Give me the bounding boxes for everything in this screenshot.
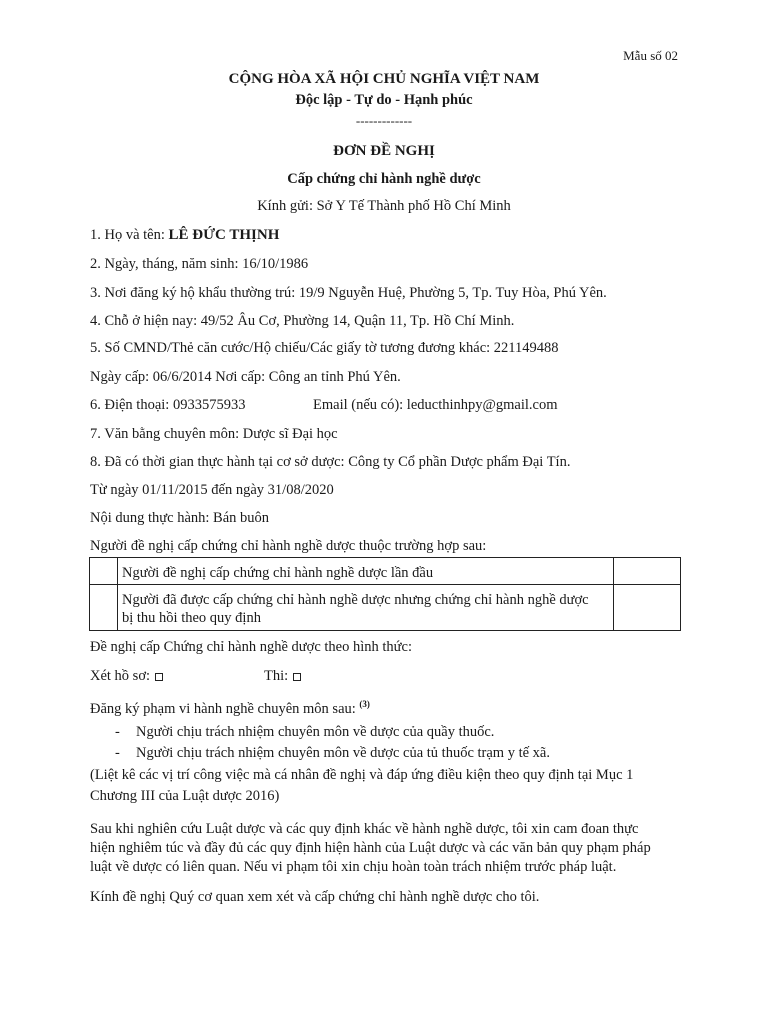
commitment-line: hiện nghiêm túc và đầy đủ các quy định hiện hành của Luật dược và các văn bản quy phạm pháp [90, 840, 651, 856]
practice-period: Từ ngày 01/11/2015 đến ngày 31/08/2020 [90, 482, 334, 498]
phone-number: 6. Điện thoại: 0933575933 [90, 397, 246, 413]
form-number: Mẫu số 02 [623, 48, 678, 63]
scope-intro-text: Đăng ký phạm vi hành nghề chuyên môn sau: [90, 700, 360, 717]
practice-content: Nội dung thực hành: Bán buôn [90, 510, 270, 526]
practice-place: 8. Đã có thời gian thực hành tại cơ sở dược: Công ty Cổ phần Dược phẩm Đại Tín. [90, 454, 571, 470]
id-number: 5. Số CMND/Thẻ căn cước/Hộ chiếu/Các giấy tờ tương đương khác: 221149488 [90, 340, 559, 356]
footnote-mark: (3) [359, 699, 370, 709]
full-name-label: 1. Họ và tên: [90, 227, 169, 243]
case-marker-cell [90, 585, 118, 631]
permanent-residence: 3. Nơi đăng ký hộ khẩu thường trú: 19/9 Nguyễn Huệ, Phường 5, Tp. Tuy Hòa, Phú Yên. [90, 285, 607, 301]
review-checkbox[interactable] [155, 673, 163, 681]
table-row [90, 585, 681, 631]
date-of-birth: 2. Ngày, tháng, năm sinh: 16/10/1986 [90, 256, 309, 272]
scope-note-line: Chương III của Luật dược 2016) [90, 788, 280, 804]
case-checkbox-cell[interactable] [614, 558, 681, 585]
scope-item: Người chịu trách nhiệm chuyên môn về dược của tủ thuốc trạm y tế xã. [136, 745, 550, 761]
case-checkbox-cell[interactable] [614, 585, 681, 631]
case-label [118, 585, 614, 631]
method-option-review-label: Xét hồ sơ: [90, 668, 151, 684]
commitment-line: Sau khi nghiên cứu Luật dược và các quy định khác về hành nghề dược, tôi xin cam đoan thực [90, 821, 639, 837]
scope-intro [90, 695, 370, 718]
full-name-line [90, 226, 279, 244]
method-option-review [90, 667, 163, 685]
method-intro: Đề nghị cấp Chứng chỉ hành nghề dược theo hình thức: [90, 639, 412, 655]
header-separator: ------------- [355, 113, 413, 128]
exam-checkbox[interactable] [293, 673, 301, 681]
id-issue-info: Ngày cấp: 06/6/2014 Nơi cấp: Công an tỉnh Phú Yên. [90, 369, 401, 385]
national-title: CỘNG HÒA XÃ HỘI CHỦ NGHĨA VIỆT NAM [228, 71, 540, 87]
full-name-value: LÊ ĐỨC THỊNH [168, 227, 280, 243]
scope-item: Người chịu trách nhiệm chuyên môn về dược của quầy thuốc. [136, 724, 495, 740]
case-label [118, 558, 614, 585]
national-motto: Độc lập - Tự do - Hạnh phúc [295, 92, 473, 108]
document-title: ĐƠN ĐỀ NGHỊ [333, 143, 435, 159]
case-label-line: Người đã được cấp chứng chỉ hành nghề dược nhưng chứng chỉ hành nghề dược [122, 592, 589, 608]
case-intro: Người đề nghị cấp chứng chỉ hành nghề dược thuộc trường hợp sau: [90, 538, 487, 554]
document-subtitle: Cấp chứng chỉ hành nghề dược [287, 171, 481, 187]
case-marker-cell [90, 558, 118, 585]
table-row [90, 558, 681, 585]
recipient: Kính gửi: Sở Y Tế Thành phố Hồ Chí Minh [257, 198, 511, 214]
case-label-line: bị thu hồi theo quy định [122, 610, 261, 626]
commitment-line: luật về dược có liên quan. Nếu vi phạm tôi xin chịu hoàn toàn trách nhiệm trước pháp luật. [90, 859, 617, 875]
case-table [89, 557, 681, 631]
bullet-symbol: - [115, 745, 120, 761]
scope-note-line: (Liệt kê các vị trí công việc mà cá nhân đề nghị và đáp ứng điều kiện theo quy định tại Mục 1 [90, 767, 634, 783]
case-label-line: Người đề nghị cấp chứng chỉ hành nghề dược lần đầu [122, 565, 434, 581]
email-address: Email (nếu có): leducthinhpy@gmail.com [313, 397, 558, 413]
method-option-exam-label: Thi: [264, 668, 289, 684]
bullet-symbol: - [115, 724, 120, 740]
current-address: 4. Chỗ ở hiện nay: 49/52 Âu Cơ, Phường 14, Quận 11, Tp. Hồ Chí Minh. [90, 313, 515, 329]
closing-request: Kính đề nghị Quý cơ quan xem xét và cấp chứng chỉ hành nghề dược cho tôi. [90, 889, 540, 905]
professional-degree: 7. Văn bằng chuyên môn: Dược sĩ Đại học [90, 426, 338, 442]
method-option-exam [264, 667, 301, 685]
